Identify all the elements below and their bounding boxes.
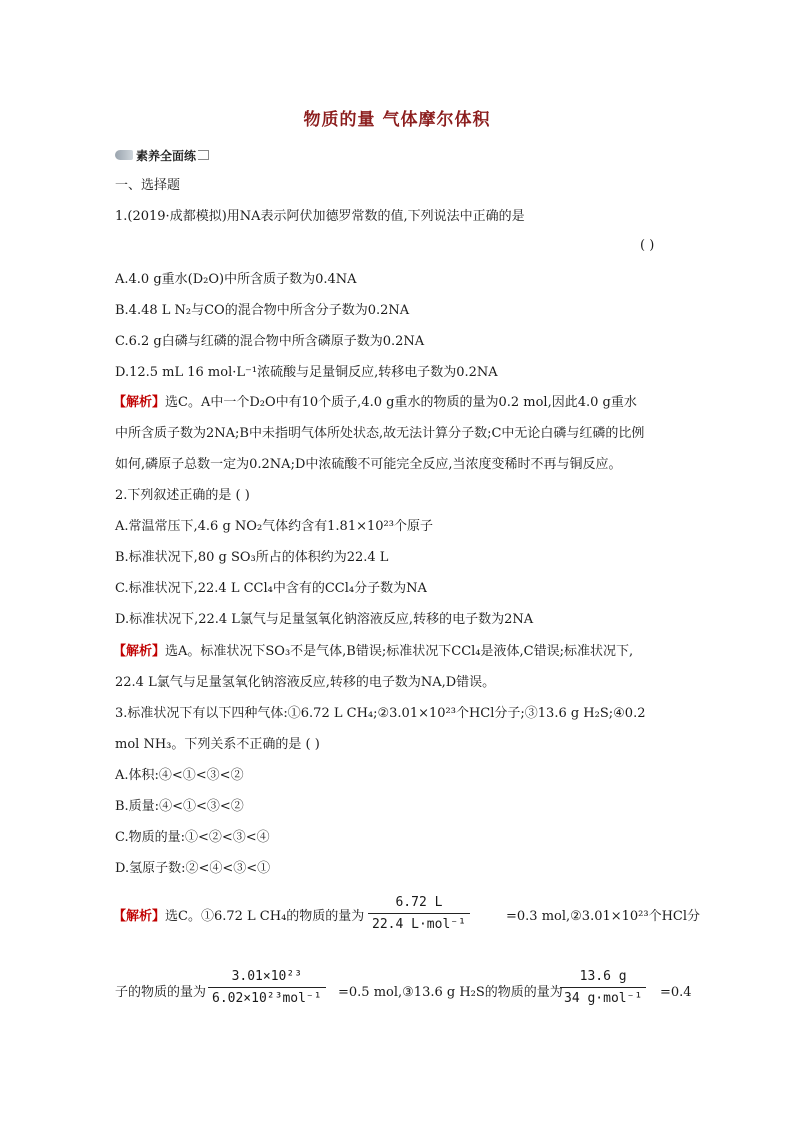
- explanation-tag: 【解析】: [113, 644, 166, 659]
- q2-option-b: B.标准状况下,80 g SO₃所占的体积约为22.4 L: [115, 550, 389, 565]
- page-title: 物质的量 气体摩尔体积: [303, 110, 491, 130]
- q1-explanation-line-1: 【解析】选C。A中一个D₂O中有10个质子,4.0 g重水的物质的量为0.2 mol,因此4.0 g重水: [113, 395, 637, 410]
- q3-option-b: B.质量:④<①<③<②: [115, 799, 244, 814]
- q3-explanation-line-2a: 子的物质的量为: [115, 985, 207, 1000]
- q2-explanation-line-1: 【解析】选A。标准状况下SO₃不是气体,B错误;标准状况下CCl₄是液体,C错误;标准状况下,: [113, 644, 634, 659]
- q1-answer-paren: ( ): [640, 238, 655, 253]
- q3-explanation-line-1a: 【解析】选C。①6.72 L CH₄的物质的量为: [113, 909, 365, 924]
- explanation-tag: 【解析】: [113, 395, 166, 410]
- q2-option-d: D.标准状况下,22.4 L氯气与足量氢氧化钠溶液反应,转移的电子数为2NA: [115, 612, 534, 627]
- q1-option-a: A.4.0 g重水(D₂O)中所含质子数为0.4NA: [115, 272, 357, 287]
- q3-explanation-line-2b: =0.5 mol,③13.6 g H₂S的物质的量为: [338, 985, 563, 1000]
- pen-icon: [115, 150, 133, 160]
- q2-stem: 2.下列叙述正确的是 ( ): [115, 488, 250, 503]
- q1-explanation-line-2: 中所含质子数为2NA;B中未指明气体所处状态,故无法计算分子数;C中无论白磷与红磷的比例: [115, 426, 645, 441]
- q3-option-a: A.体积:④<①<③<②: [115, 768, 244, 783]
- fraction-h2s-moles: 13.6 g 34 g·mol⁻¹: [560, 969, 646, 1006]
- q3-explanation-line-2c: =0.4: [660, 985, 692, 1000]
- q2-option-a: A.常温常压下,4.6 g NO₂气体约含有1.81×10²³个原子: [115, 519, 433, 534]
- q2-explanation-line-2: 22.4 L氯气与足量氢氧化钠溶液反应,转移的电子数为NA,D错误。: [115, 675, 496, 690]
- badge-bracket-icon: [198, 150, 209, 160]
- q3-option-d: D.氢原子数:②<④<③<①: [115, 861, 271, 876]
- section-badge: [115, 147, 209, 163]
- q2-option-c: C.标准状况下,22.4 L CCl₄中含有的CCl₄分子数为NA: [115, 581, 427, 596]
- q1-option-b: B.4.48 L N₂与CO的混合物中所含分子数为0.2NA: [115, 303, 410, 318]
- q1-option-c: C.6.2 g白磷与红磷的混合物中所含磷原子数为0.2NA: [115, 334, 425, 349]
- fraction-hcl-moles: 3.01×10²³ 6.02×10²³mol⁻¹: [208, 969, 326, 1006]
- q1-option-d: D.12.5 mL 16 mol·L⁻¹浓硫酸与足量铜反应,转移电子数为0.2NA: [115, 365, 498, 380]
- q3-stem-line-2: mol NH₃。下列关系不正确的是 ( ): [115, 737, 320, 752]
- explanation-tag: 【解析】: [113, 909, 166, 924]
- q3-explanation-line-1b: =0.3 mol,②3.01×10²³个HCl分: [506, 909, 701, 924]
- section-badge-label: 素养全面练: [136, 148, 197, 163]
- q3-option-c: C.物质的量:①<②<③<④: [115, 830, 270, 845]
- q1-explanation-line-3: 如何,磷原子总数一定为0.2NA;D中浓硫酸不可能完全反应,当浓度变稀时不再与铜反应。: [115, 457, 622, 472]
- q1-stem: 1.(2019·成都模拟)用NA表示阿伏加德罗常数的值,下列说法中正确的是: [115, 209, 525, 224]
- q3-stem-line-1: 3.标准状况下有以下四种气体:①6.72 L CH₄;②3.01×10²³个HCl分子;③13.6 g H₂S;④0.2: [115, 706, 646, 721]
- fraction-ch4-moles: 6.72 L 22.4 L·mol⁻¹: [368, 895, 470, 932]
- section-heading: 一、选择题: [115, 178, 181, 193]
